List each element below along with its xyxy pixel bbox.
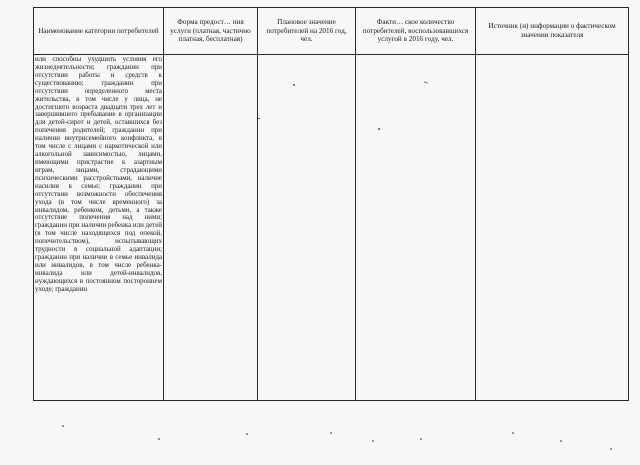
scan-speck: [560, 440, 562, 442]
scan-speck: [330, 432, 332, 434]
table-row: [34, 55, 629, 401]
scan-speck: [293, 84, 295, 86]
scan-mark: [258, 118, 260, 119]
header-service-form: Форма предост… ния услуги (платная, частично платная, бесплатная): [164, 8, 258, 55]
header-actual-count: Факти… ское количество потребителей, воспользовавшихся услугой в 2016 году, чел.: [356, 8, 476, 55]
scan-speck: [158, 438, 160, 440]
scan-speck: [378, 128, 380, 130]
cell-actual-count: [356, 55, 476, 401]
table-header-row: [34, 8, 629, 55]
scan-speck: [62, 425, 64, 427]
header-info-source: Источник (и) информации о фактическом значении показателя: [476, 8, 629, 55]
header-planned-value: Плановое значение потребителей на 2016 год, чел.: [258, 8, 356, 55]
cell-info-source: [476, 55, 629, 401]
header-category: Наименование категории потребителей: [34, 8, 164, 55]
scan-speck: [610, 448, 612, 450]
scan-speck: [512, 432, 514, 434]
cell-category: [34, 55, 164, 401]
scan-speck: [372, 440, 374, 442]
scan-speck: [246, 433, 248, 435]
cell-planned-value: [258, 55, 356, 401]
scan-speck: [420, 438, 422, 440]
consumer-table: [33, 7, 629, 401]
cell-service-form: [164, 55, 258, 401]
category-description: или способны ухудшить условия его жизнедеятельности; гражданин при отсутствии работы и средств к существованию; гражданин при отсутствии определенного места жительства, в том числе у лица, не достигшего возраста двадцати трех лет и завершившего пребывание в организации для детей-сирот и детей, оставшихся без попечения родителей; гражданин при наличии внутрисемейного конфликта, в том числе с лицами с наркотической или алкогольной зависимостью, лицами, имеющими пристрастие к азартным играм, лицами, страдающими психическими расстройствами, наличие насилия в семье; гражданин при отсутствии возможности обеспечения ухода (в том числе временного) за инвалидом, ребенком, детьми, а также отсутствие попечения над ними; гражданин при наличии ребенка или детей (в том числе находящихся под опекой, попечительством), испытывающих трудности в социальной адаптации; гражданин при наличии в семье инвалида или инвалидов, в том числе ребенка-инвалида или детей-инвалидов, нуждающихся в постоянном постороннем уходе; гражданин: [35, 55, 162, 293]
